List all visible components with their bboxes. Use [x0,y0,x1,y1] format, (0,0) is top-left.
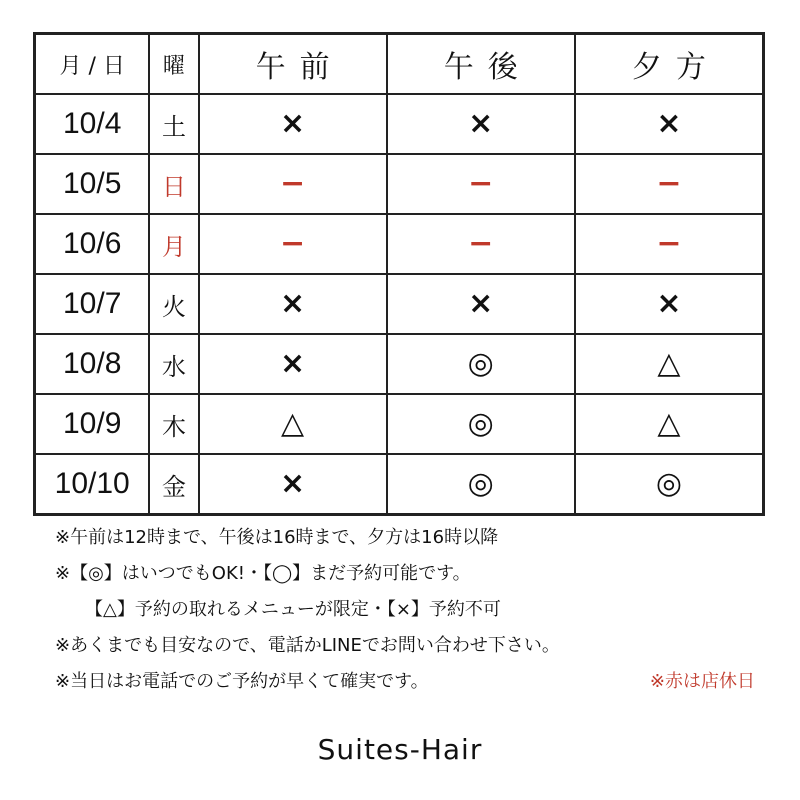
row-dow: 月 [149,214,198,274]
row-dow: 金 [149,454,198,515]
evening-mark: × [656,106,682,141]
reservation-table [33,32,765,516]
table-row [35,94,764,154]
header-morning: 午前 [199,34,387,95]
row-date: 10/7 [35,274,150,334]
afternoon-mark: × [468,286,494,321]
note-hours: ※午前は12時まで、午後は16時まで、夕方は16時以降 [55,527,499,548]
note-contact: ※あくまでも目安なので、電話かLINEでお問い合わせ下さい。 [55,635,560,656]
afternoon-mark: ◎ [467,406,494,441]
row-dow: 日 [149,154,198,214]
table-row [35,394,764,454]
table-row [35,334,764,394]
evening-mark: − [656,226,682,261]
brand-name: Suites-Hair [317,733,483,766]
table-row [35,454,764,515]
evening-mark: △ [657,406,681,441]
morning-mark: − [280,166,306,201]
evening-mark: − [656,166,682,201]
note-same-day-text: ※当日はお電話でのご予約が早くて確実です。 [55,671,429,692]
row-dow: 火 [149,274,198,334]
note-legend-1: ※【◎】はいつでもOK!・【◯】まだ予約可能です。 [55,563,471,584]
morning-mark: △ [281,406,305,441]
note-closed-days: ※赤は店休日 [649,671,755,692]
row-dow: 土 [149,94,198,154]
row-dow: 木 [149,394,198,454]
table-row [35,154,764,214]
afternoon-mark: ◎ [467,466,494,501]
row-date: 10/4 [35,94,150,154]
evening-mark: × [656,286,682,321]
morning-mark: × [280,106,306,141]
header-evening: 夕方 [575,34,764,95]
row-date: 10/5 [35,154,150,214]
afternoon-mark: − [468,226,494,261]
row-date: 10/9 [35,394,150,454]
note-legend-2: 【△】予約の取れるメニューが限定・【×】予約不可 [85,599,501,620]
afternoon-mark: − [468,166,494,201]
morning-mark: × [280,346,306,381]
notes-section [55,520,755,700]
table-header-row [35,34,764,95]
row-date: 10/10 [35,454,150,515]
table-row [35,274,764,334]
row-dow: 水 [149,334,198,394]
morning-mark: − [280,226,306,261]
row-date: 10/8 [35,334,150,394]
header-date: 月 / 日 [35,34,150,95]
afternoon-mark: × [468,106,494,141]
row-date: 10/6 [35,214,150,274]
note-same-day [55,664,755,700]
evening-mark: △ [657,346,681,381]
header-afternoon: 午後 [387,34,575,95]
header-dow: 曜 [149,34,198,95]
morning-mark: × [280,286,306,321]
morning-mark: × [280,466,306,501]
afternoon-mark: ◎ [467,346,494,381]
evening-mark: ◎ [655,466,682,501]
table-row [35,214,764,274]
